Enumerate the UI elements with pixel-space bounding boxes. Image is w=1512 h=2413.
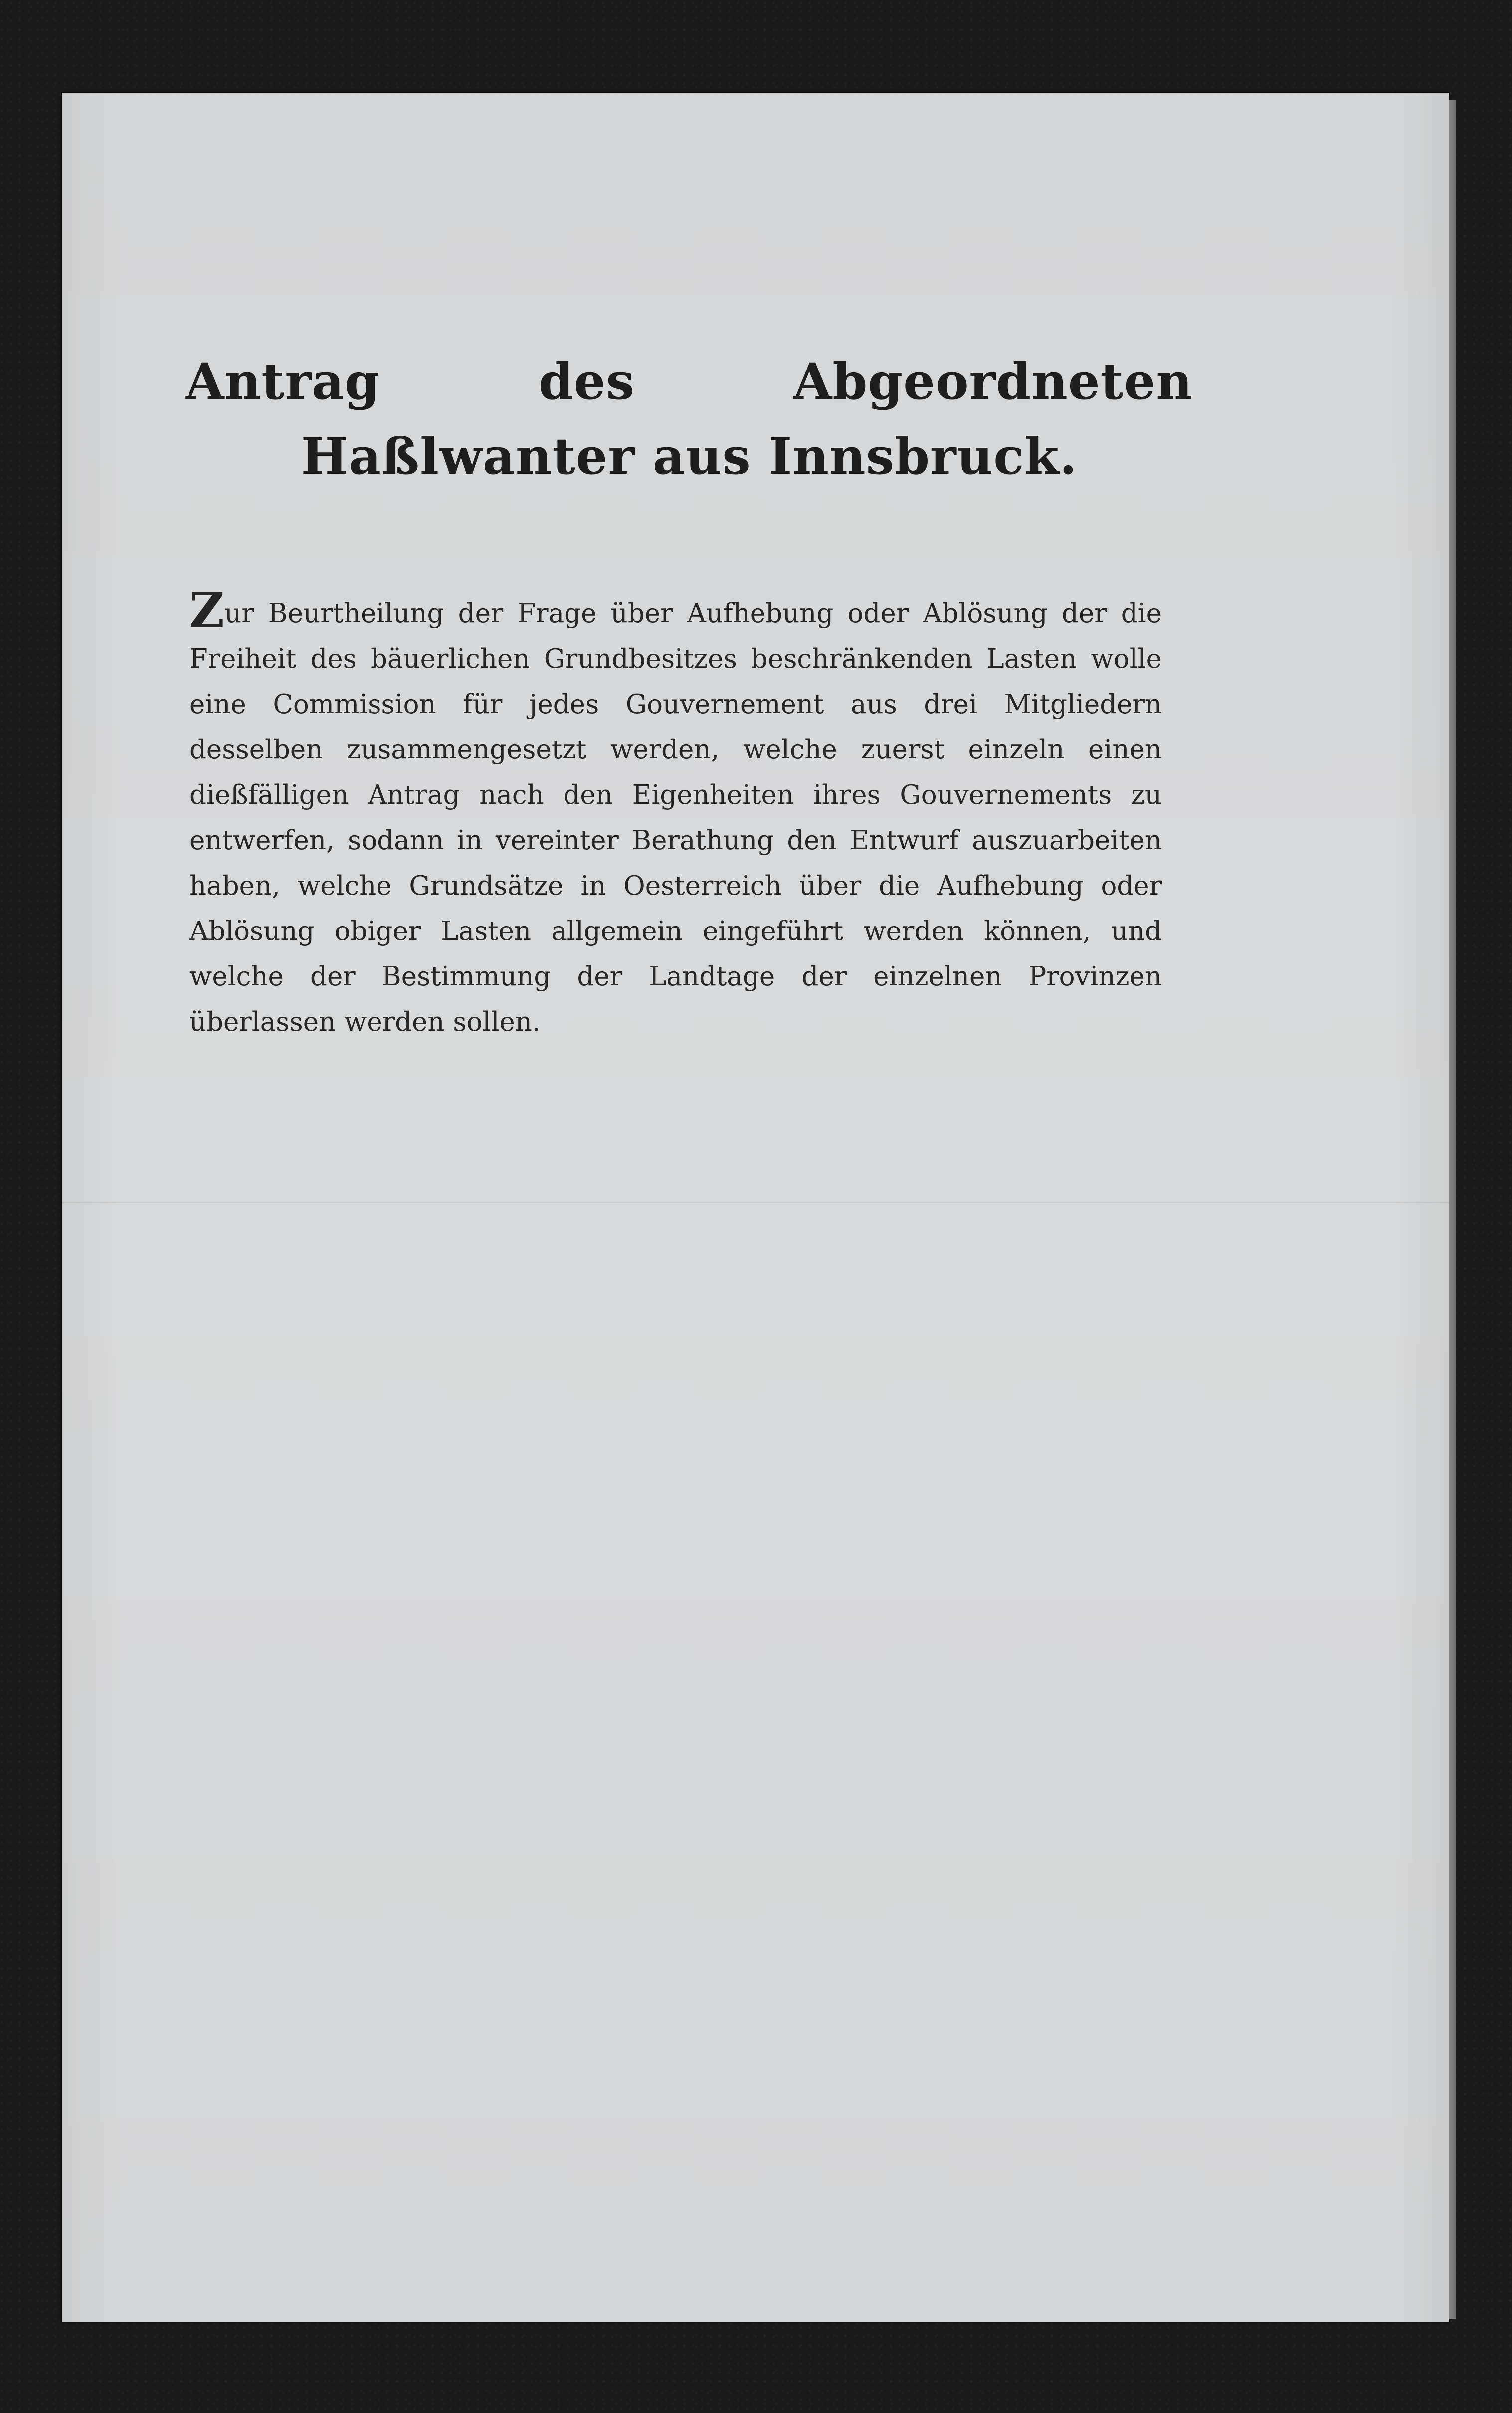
document-title: Antrag des Abgeordneten Haßlwanter aus Innsbruck.	[186, 352, 1193, 486]
paper-edge	[1449, 100, 1456, 2319]
drop-initial: Z	[189, 582, 225, 639]
document-body	[189, 582, 1162, 1045]
paper-fold	[62, 1202, 1449, 1203]
body-text: ur Beurtheilung der Frage über Aufhebung oder Ablösung der die Freiheit des bäuerlichen Grundbesitzes beschränkenden Lasten wolle eine Commission für jedes Gouvernement aus drei Mitgliedern desselben zusammengesetzt werden, welche zuerst einzeln einen dießfälligen Antrag nach den Eigenheiten ihres Gouvernements zu entwerfen, sodann in vereinter Berathung den Entwurf auszuarbeiten haben, welche Grundsätze in Oesterreich über die Aufhebung oder Ablösung obiger Lasten allgemein eingeführt werden können, und welche der Bestimmung der Landtage der einzelnen Provinzen überlassen werden sollen.	[189, 598, 1162, 1037]
